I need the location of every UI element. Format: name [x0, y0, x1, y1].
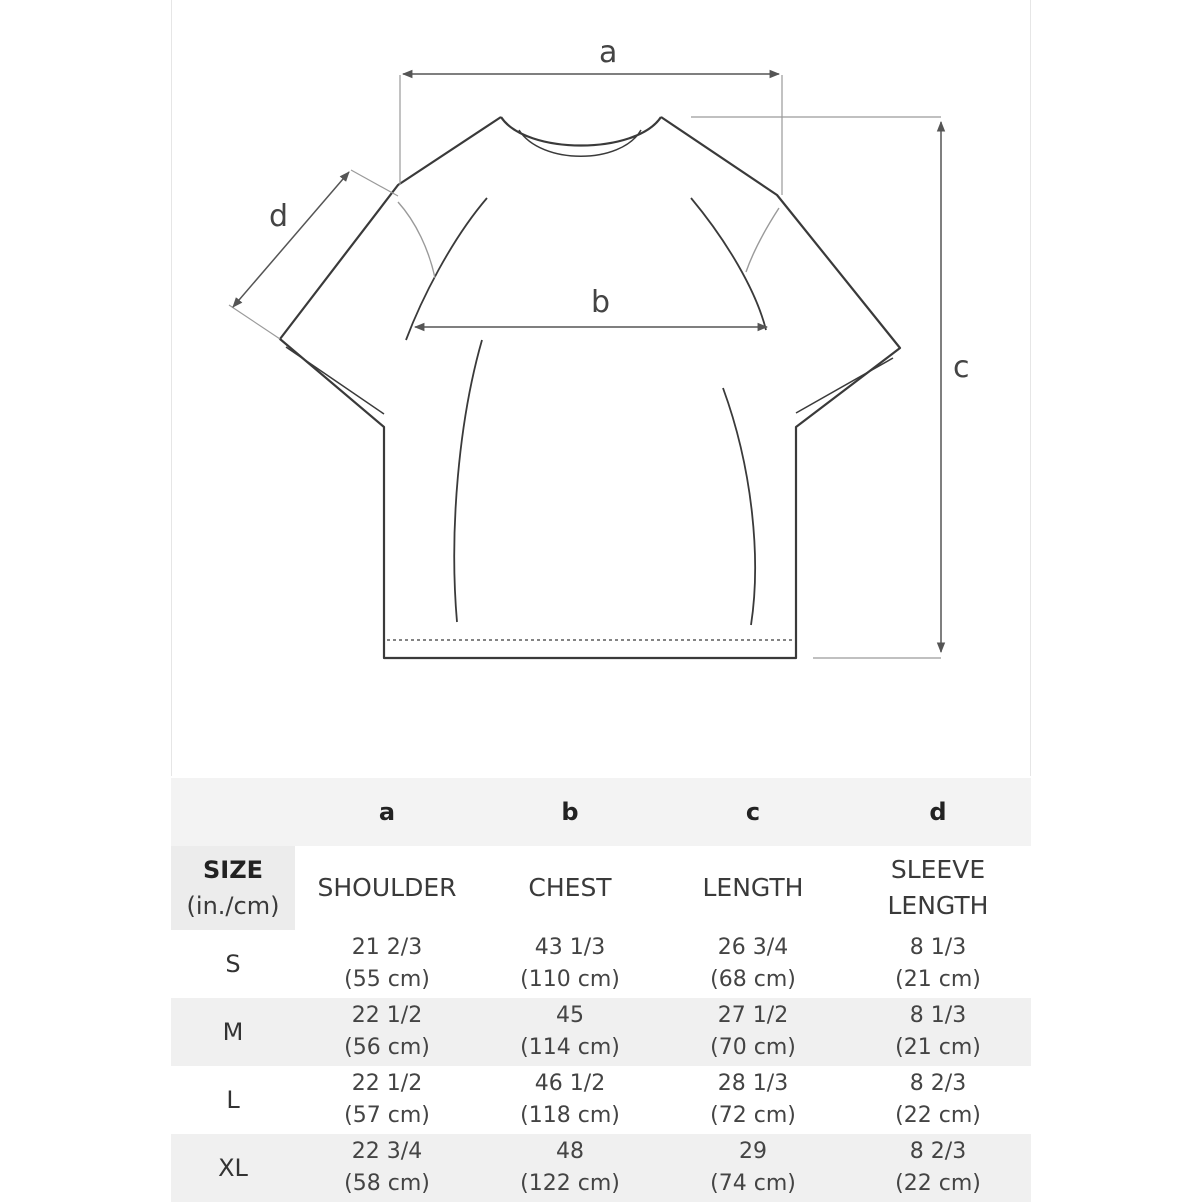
size-header-unit: (in./cm) — [186, 892, 280, 920]
measurement-cm: (56 cm) — [344, 1035, 430, 1060]
measurement-inches: 8 1/3 — [909, 1003, 967, 1028]
table-row — [171, 930, 1031, 998]
column-length: LENGTH — [661, 846, 845, 930]
measurement-cell-c — [661, 998, 845, 1066]
letter-b: b — [479, 778, 661, 846]
size-label: M — [171, 998, 295, 1066]
measurement-inches: 8 2/3 — [909, 1139, 967, 1164]
column-name-row — [171, 846, 1031, 930]
measurement-inches: 26 3/4 — [717, 935, 789, 960]
tshirt-outline — [280, 117, 900, 658]
measurement-inches: 22 3/4 — [351, 1139, 423, 1164]
measurement-cm: (114 cm) — [520, 1035, 620, 1060]
measurement-cm: (118 cm) — [520, 1103, 620, 1128]
measurement-arrows — [233, 74, 941, 652]
arrow-d — [233, 172, 349, 307]
measurement-cm: (57 cm) — [344, 1103, 430, 1128]
measurement-cm: (55 cm) — [344, 967, 430, 992]
table-row — [171, 1066, 1031, 1134]
measurement-cell-b — [479, 998, 661, 1066]
column-sleeve-length — [845, 846, 1031, 930]
size-rows — [171, 930, 1031, 1202]
measurement-inches: 22 1/2 — [351, 1071, 423, 1096]
size-table — [171, 778, 1031, 1202]
raglan-seam-right — [691, 198, 766, 330]
size-label: S — [225, 950, 241, 978]
tshirt-diagram — [1, 0, 1200, 776]
shoulder-curve-left — [398, 202, 435, 278]
measurement-cm: (22 cm) — [895, 1103, 981, 1128]
side-seam-left — [454, 340, 482, 622]
collar-outer — [501, 117, 661, 146]
letter-header-blank — [171, 778, 295, 846]
size-header-title: SIZE — [202, 856, 263, 884]
measurement-inches: 43 1/3 — [534, 935, 606, 960]
measurement-cell-d — [845, 930, 1031, 998]
letter-d: d — [845, 778, 1031, 846]
label-c: c — [953, 350, 970, 385]
measurement-guides — [229, 75, 941, 658]
measurement-cell-a — [295, 1134, 479, 1202]
size-label: XL — [171, 1134, 295, 1202]
measurement-cell-c — [661, 1066, 845, 1134]
letter-a: a — [295, 778, 479, 846]
sleeve-cuff-right — [796, 358, 893, 413]
measurement-cell-b — [479, 1134, 661, 1202]
measurement-cell-d — [845, 998, 1031, 1066]
column-shoulder: SHOULDER — [295, 846, 479, 930]
measurement-cm: (22 cm) — [895, 1171, 981, 1196]
letter-header-row — [171, 778, 1031, 846]
tshirt-body-outline — [280, 117, 900, 658]
tshirt-diagram-panel — [171, 0, 1031, 776]
measurement-cell-a — [295, 930, 479, 998]
measurement-inches: 22 1/2 — [351, 1003, 423, 1028]
measurement-cm: (21 cm) — [895, 1035, 981, 1060]
measurement-cm: (74 cm) — [710, 1171, 796, 1196]
label-d: d — [269, 199, 289, 234]
measurement-cm: (58 cm) — [344, 1171, 430, 1196]
measurement-cell-d — [845, 1066, 1031, 1134]
measurement-inches: 28 1/3 — [717, 1071, 789, 1096]
measurement-cell-c — [661, 930, 845, 998]
size-label: L — [226, 1086, 240, 1114]
raglan-seam-left — [406, 198, 487, 340]
measurement-cell-b — [479, 1066, 661, 1134]
table-row — [171, 998, 1031, 1066]
measurement-cell-a — [295, 1066, 479, 1134]
size-chart — [171, 0, 1031, 1200]
measurement-inches: 8 2/3 — [909, 1071, 967, 1096]
size-header-cell — [171, 846, 295, 930]
shoulder-curve-right — [746, 208, 779, 272]
sleeve-cuff-left — [286, 347, 384, 414]
measurement-inches: 21 2/3 — [351, 935, 423, 960]
measurement-cm: (70 cm) — [710, 1035, 796, 1060]
side-seam-right — [723, 388, 755, 625]
measurement-inches: 46 1/2 — [534, 1071, 606, 1096]
table-row — [171, 1134, 1031, 1202]
measurement-cell-a — [295, 998, 479, 1066]
measurement-inches: 45 — [556, 1003, 584, 1028]
label-b: b — [591, 285, 611, 320]
column-chest: CHEST — [479, 846, 661, 930]
measurement-cell-d — [845, 1134, 1031, 1202]
measurement-cm: (68 cm) — [710, 967, 796, 992]
label-a: a — [599, 35, 618, 70]
letter-c: c — [661, 778, 845, 846]
measurement-cell-b — [479, 930, 661, 998]
measurement-cm: (110 cm) — [520, 967, 620, 992]
measurement-cm: (72 cm) — [710, 1103, 796, 1128]
measurement-cm: (21 cm) — [895, 967, 981, 992]
measurement-inches: 8 1/3 — [909, 935, 967, 960]
measurement-cell-c — [661, 1134, 845, 1202]
column-sleeve-length-label: SLEEVE LENGTH — [887, 855, 989, 920]
measurement-inches: 48 — [556, 1139, 584, 1164]
measurement-cm: (122 cm) — [520, 1171, 620, 1196]
measurement-inches: 27 1/2 — [717, 1003, 789, 1028]
measurement-inches: 29 — [739, 1139, 767, 1164]
collar-inner — [519, 130, 641, 156]
